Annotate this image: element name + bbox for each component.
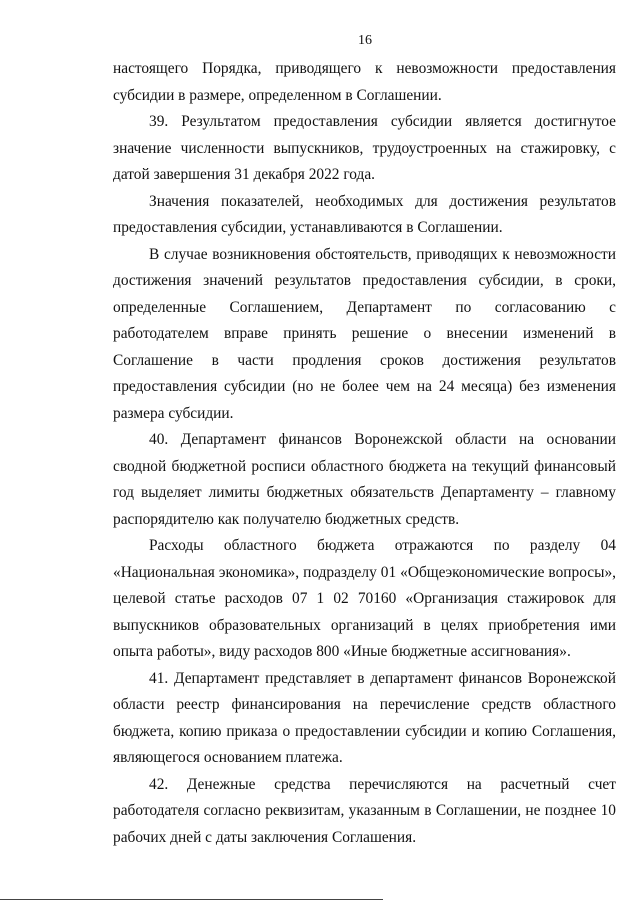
paragraph-circumstances: В случае возникновения обстоятельств, приводящих к невозможности достижения значений результатов предоставления субсидии, в сроки, определенные Соглашением, Департамент по согласованию с работодателем вправе принять решение о внесении изменений в Соглашение в части продления сроков достижения результатов предоставления субсидии (но не более чем на 24 месяца) без изменения размера субсидии. — [113, 245, 616, 422]
footer-divider — [0, 899, 383, 900]
paragraph-item-39: 39. Результатом предоставления субсидии является достигнутое значение численности выпускников, трудоустроенных на стажировку, с датой завершения 31 декабря 2022 года. — [113, 113, 616, 183]
paragraph-continuation: настоящего Порядка, приводящего к невозможности предоставления субсидии в размере, определенном в Соглашении. — [113, 60, 616, 104]
page-number: 16 — [358, 33, 372, 48]
paragraph-item-40: 40. Департамент финансов Воронежской области на основании сводной бюджетной росписи областного бюджета на текущий финансовый год выделяет лимиты бюджетных обязательств Департаменту – главному распорядителю как получателю бюджетных средств. — [113, 431, 616, 528]
paragraph-item-42: 42. Денежные средства перечисляются на расчетный счет работодателя согласно реквизитам, указанным в Соглашении, не позднее 10 рабочих дней с даты заключения Соглашения. — [113, 775, 616, 846]
document-body — [113, 56, 616, 851]
paragraph-expenses: Расходы областного бюджета отражаются по разделу 04 «Национальная экономика», подразделу 01 «Общеэкономические вопросы», целевой статье расходов 07 1 02 70160 «Организация стажировок для выпускников образовательных организаций в целях приобретения ими опыта работы», виду расходов 800 «Иные бюджетные ассигнования». — [113, 537, 616, 660]
paragraph-indicators: Значения показателей, необходимых для достижения результатов предоставления субсидии, устанавливаются в Соглашении. — [113, 192, 616, 236]
paragraph-item-41: 41. Департамент представляет в департамент финансов Воронежской области реестр финансирования на перечисление средств областного бюджета, копию приказа о предоставлении субсидии и копию Соглашения, являющегося основанием платежа. — [113, 669, 616, 766]
